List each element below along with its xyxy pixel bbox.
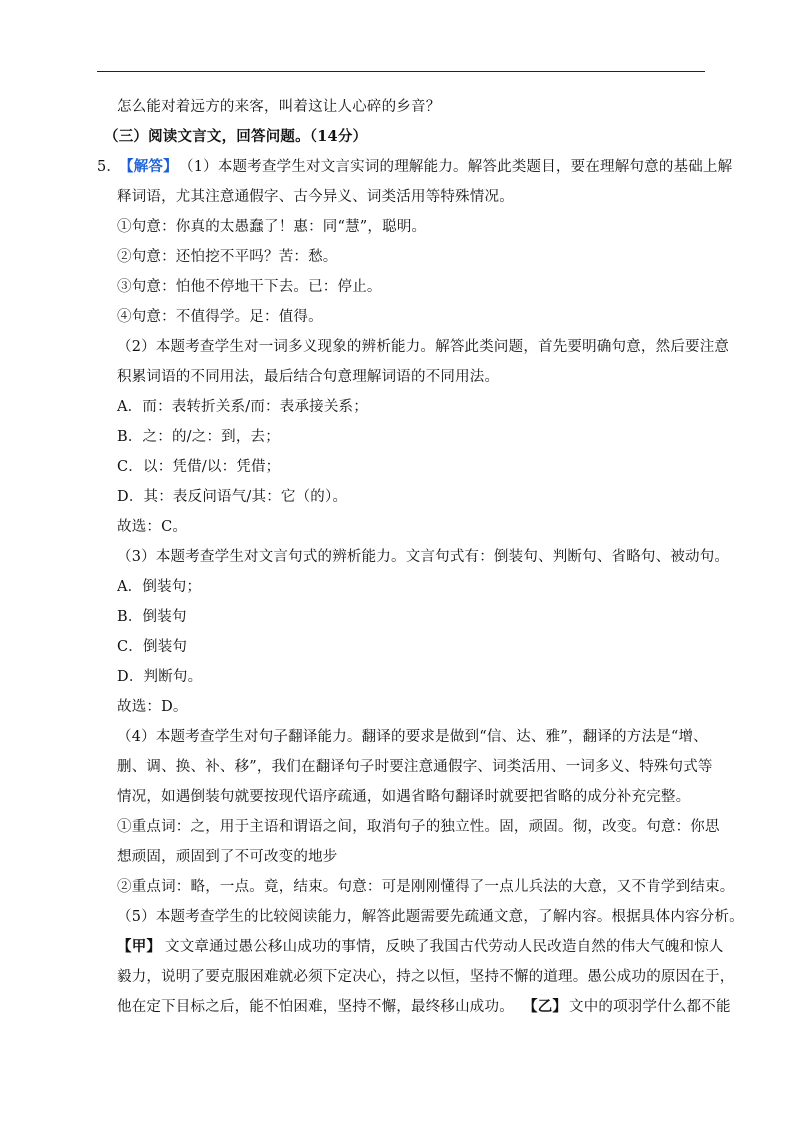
answer-text: ①句意：你真的太愚蠢了！惠：同“慧”，聪明。 — [117, 219, 427, 235]
option-line: D．其：表反问语气/其：它（的）。 — [117, 489, 348, 505]
answer-text: 文文章通过愚公移山成功的事情，反映了我国古代劳动人民改造自然的伟大气魄和惊人 — [165, 939, 724, 955]
bracket-yi: 【乙】 — [523, 998, 568, 1015]
answer-text: 情况，如遇倒装句就要按现代语序疏通，如遇省略句翻译时就要把省略的成分补充完整。 — [117, 789, 691, 805]
answer-text: 积累词语的不同用法，最后结合句意理解词语的不同用法。 — [117, 369, 500, 385]
answer-text: ①重点词：之，用于主语和谓语之间，取消句子的独立性。固，顽固。彻，改变。句意：你思 — [117, 819, 720, 835]
choice-line: 故选：D。 — [117, 699, 188, 715]
bracket-jia: 【甲】 — [117, 938, 162, 955]
answer-text: （5）本题考查学生的比较阅读能力，解答此题需要先疏通文意，了解内容。根据具体内容分析。 — [117, 909, 744, 925]
choice-line: 故选：C。 — [117, 519, 188, 535]
option-line: B．之：的/之：到，去； — [117, 429, 280, 445]
answer-text: （2）本题考查学生对一词多义现象的辨析能力。解答此类问题，首先要明确句意，然后要注意 — [117, 339, 730, 355]
option-line: B．倒装句 — [117, 609, 187, 625]
answer-text: （3）本题考查学生对文言句式的辨析能力。文言句式有：倒装句、判断句、省略句、被动句。 — [117, 549, 730, 565]
answer-text: 他在定下目标之后，能不怕困难，坚持不懈，最终移山成功。 — [117, 999, 514, 1015]
answer-text: （1）本题考查学生对文言实词的理解能力。解答此类题目，要在理解句意的基础上解 — [179, 159, 733, 175]
answer-text: 想顽固，顽固到了不可改变的地步 — [117, 849, 338, 865]
answer-text: 毅力，说明了要克服困难就必须下定决心，持之以恒，坚持不懈的道理。愚公成功的原因在于， — [117, 969, 735, 985]
answer-text: 删、调、换、补、移”，我们在翻译句子时要注意通假字、词类活用、一词多义、特殊句式等 — [117, 759, 713, 775]
answer-text: 释词语，尤其注意通假字、古今异义、词类活用等特殊情况。 — [117, 189, 514, 205]
option-line: A．而：表转折关系/而：表承接关系； — [117, 399, 368, 415]
answer-text: 文中的项羽学什么都不能 — [569, 999, 731, 1015]
question-number: 5． — [97, 159, 122, 175]
option-line: D．判断句。 — [117, 669, 203, 685]
poem-line: 怎么能对着远方的来客，叫着这让人心碎的乡音？ — [117, 99, 441, 115]
answer-text: ②句意：还怕挖不平吗？苦：愁。 — [117, 249, 338, 265]
answer-text: ②重点词：略，一点。竟，结束。句意：可是刚刚懂得了一点儿兵法的大意，又不肯学到结束。 — [117, 879, 735, 895]
answer-text: ④句意：不值得学。足：值得。 — [117, 309, 323, 325]
answer-text: （4）本题考查学生对句子翻译能力。翻译的要求是做到“信、达、雅”，翻译的方法是“增、 — [117, 729, 708, 745]
option-line: C．倒装句 — [117, 639, 188, 655]
answer-tag: 【解答】 — [119, 158, 178, 175]
option-line: C．以：凭借/以：凭借； — [117, 459, 281, 475]
header-rule — [97, 71, 705, 72]
section-heading: （三）阅读文言文，回答问题。（14分） — [104, 128, 368, 145]
answer-text: ③句意：怕他不停地干下去。已：停止。 — [117, 279, 382, 295]
option-line: A．倒装句； — [117, 579, 202, 595]
